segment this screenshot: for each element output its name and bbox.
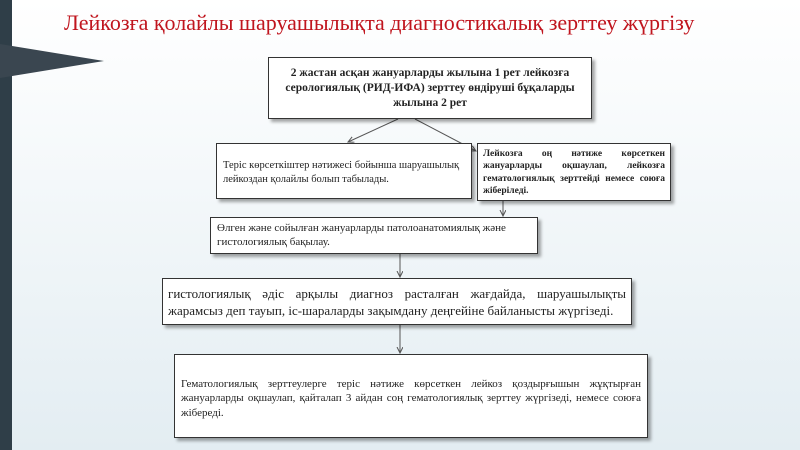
box-serological-testing: 2 жастан асқан жануарларды жылына 1 рет лейкозға серологиялық (РИД-ИФА) зерттеу өндіруші бұқаларды жылына 2 рет [268, 57, 592, 119]
box-negative-result: Теріс көрсеткіштер нәтижесі бойынша шаруашылық лейкоздан қолайлы болып табылады. [216, 143, 472, 199]
box-histology-confirmation: гистологиялық әдіс арқылы диагноз расталған жағдайда, шаруашылықты жарамсыз деп тауып, іс-шараларды зақымдану деңгейіне байланысты жүргізеді. [162, 278, 632, 325]
box-positive-result: Лейкозға оң нәтиже көрсеткен жануарларды оқшаулап, лейкозға гематологиялық зерттейді немесе союға жіберіледі. [477, 143, 671, 201]
box-hematology-retest: Гематологиялық зерттеулерге теріс нәтиже көрсеткен лейкоз қоздырғышын жұқтырған жануарларды оқшаулап, қайталап 3 айдан соң гематологиялық зерттеу жүргізеді, немесе союға жібереді. [174, 354, 648, 438]
arrow-to-negative [348, 119, 398, 142]
slide-title: Лейкозға қолайлы шаруашылықта диагностикалық зерттеу жүргізу [64, 10, 695, 35]
box-pathology-control: Өлген және сойылған жануарларды патолоанатомиялық және гистологиялық бақылау. [210, 217, 538, 254]
